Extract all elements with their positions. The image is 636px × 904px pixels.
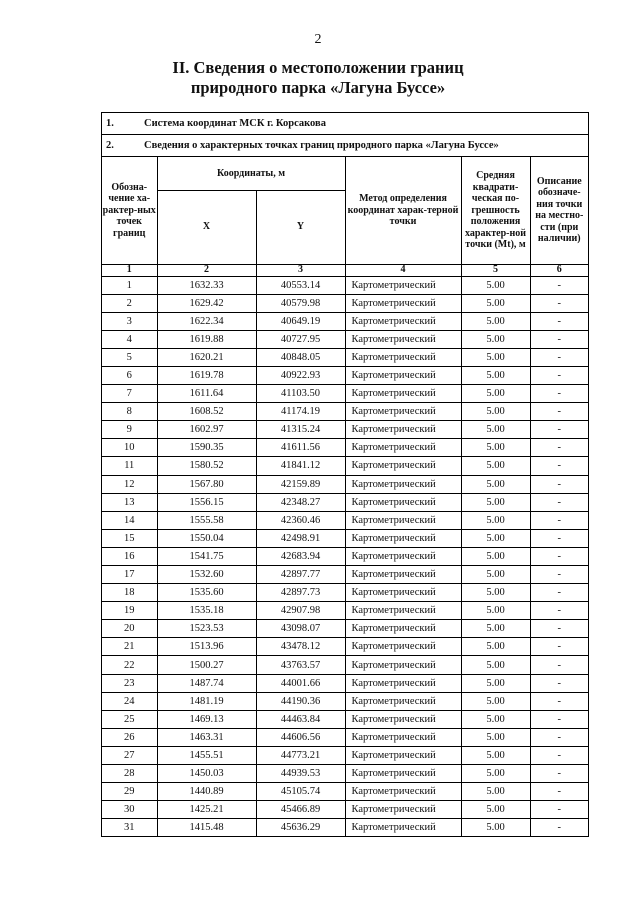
x-cell: 1555.58: [157, 511, 256, 529]
error-cell: 5.00: [461, 312, 530, 330]
desc-cell: -: [530, 457, 588, 475]
y-cell: 41174.19: [256, 403, 345, 421]
method-cell: Картометрический: [345, 584, 461, 602]
point-number-cell: 13: [102, 493, 157, 511]
table-row: [102, 692, 588, 710]
x-cell: 1622.34: [157, 312, 256, 330]
header-desc: Описание обозначе-ния точки на местно-сти (при наличии): [530, 157, 588, 264]
desc-cell: -: [530, 439, 588, 457]
error-cell: 5.00: [461, 529, 530, 547]
column-number-row: [102, 264, 588, 276]
y-cell: 42360.46: [256, 511, 345, 529]
header-coords: Координаты, м: [157, 157, 345, 190]
y-cell: 45466.89: [256, 801, 345, 819]
method-cell: Картометрический: [345, 566, 461, 584]
table-row: [102, 783, 588, 801]
point-number-cell: 25: [102, 710, 157, 728]
point-number-cell: 18: [102, 584, 157, 602]
point-number-cell: 30: [102, 801, 157, 819]
section-1-number: 1.: [106, 118, 114, 129]
section-1-row: [102, 113, 588, 135]
table-row: [102, 385, 588, 403]
x-cell: 1415.48: [157, 819, 256, 837]
table-row: [102, 819, 588, 837]
x-cell: 1590.35: [157, 439, 256, 457]
y-cell: 44463.84: [256, 710, 345, 728]
desc-cell: -: [530, 656, 588, 674]
y-cell: 41103.50: [256, 385, 345, 403]
x-cell: 1455.51: [157, 746, 256, 764]
error-cell: 5.00: [461, 366, 530, 384]
table-row: [102, 728, 588, 746]
point-number-cell: 3: [102, 312, 157, 330]
error-cell: 5.00: [461, 819, 530, 837]
title-line-2: природного парка «Лагуна Буссе»: [190, 78, 446, 97]
table-row: [102, 330, 588, 348]
method-cell: Картометрический: [345, 366, 461, 384]
error-cell: 5.00: [461, 710, 530, 728]
page-title: [0, 58, 636, 98]
point-number-cell: 6: [102, 366, 157, 384]
table-row: [102, 439, 588, 457]
table-row: [102, 710, 588, 728]
method-cell: Картометрический: [345, 728, 461, 746]
table-row: [102, 602, 588, 620]
desc-cell: -: [530, 674, 588, 692]
table-row: [102, 511, 588, 529]
error-cell: 5.00: [461, 475, 530, 493]
table-row: [102, 294, 588, 312]
y-cell: 42498.91: [256, 529, 345, 547]
desc-cell: -: [530, 385, 588, 403]
column-number: 4: [345, 264, 461, 276]
method-cell: Картометрический: [345, 493, 461, 511]
desc-cell: -: [530, 620, 588, 638]
method-cell: Картометрический: [345, 547, 461, 565]
error-cell: 5.00: [461, 728, 530, 746]
y-cell: 40848.05: [256, 348, 345, 366]
point-number-cell: 28: [102, 765, 157, 783]
point-number-cell: 17: [102, 566, 157, 584]
table-row: [102, 276, 588, 294]
error-cell: 5.00: [461, 602, 530, 620]
x-cell: 1550.04: [157, 529, 256, 547]
method-cell: Картометрический: [345, 710, 461, 728]
table-row: [102, 566, 588, 584]
desc-cell: -: [530, 746, 588, 764]
x-cell: 1611.64: [157, 385, 256, 403]
x-cell: 1481.19: [157, 692, 256, 710]
point-number-cell: 10: [102, 439, 157, 457]
desc-cell: -: [530, 493, 588, 511]
title-line-1: II. Сведения о местоположении границ: [172, 58, 464, 77]
desc-cell: -: [530, 312, 588, 330]
table-row: [102, 584, 588, 602]
x-cell: 1556.15: [157, 493, 256, 511]
column-number: 2: [157, 264, 256, 276]
method-cell: Картометрический: [345, 692, 461, 710]
desc-cell: -: [530, 366, 588, 384]
error-cell: 5.00: [461, 783, 530, 801]
desc-cell: -: [530, 638, 588, 656]
point-number-cell: 7: [102, 385, 157, 403]
table-row: [102, 421, 588, 439]
error-cell: 5.00: [461, 620, 530, 638]
method-cell: Картометрический: [345, 783, 461, 801]
error-cell: 5.00: [461, 547, 530, 565]
method-cell: Картометрический: [345, 602, 461, 620]
y-cell: 44773.21: [256, 746, 345, 764]
desc-cell: -: [530, 276, 588, 294]
point-number-cell: 22: [102, 656, 157, 674]
error-cell: 5.00: [461, 385, 530, 403]
method-cell: Картометрический: [345, 276, 461, 294]
error-cell: 5.00: [461, 439, 530, 457]
column-number: 1: [102, 264, 157, 276]
error-cell: 5.00: [461, 801, 530, 819]
point-number-cell: 29: [102, 783, 157, 801]
x-cell: 1535.18: [157, 602, 256, 620]
x-cell: 1425.21: [157, 801, 256, 819]
desc-cell: -: [530, 728, 588, 746]
column-number: 5: [461, 264, 530, 276]
error-cell: 5.00: [461, 276, 530, 294]
table-row: [102, 656, 588, 674]
column-number: 6: [530, 264, 588, 276]
y-cell: 41841.12: [256, 457, 345, 475]
y-cell: 40553.14: [256, 276, 345, 294]
header-error: Средняя квадрати-ческая по-грешность положения характер-ной точки (Mt), м: [461, 157, 530, 264]
x-cell: 1469.13: [157, 710, 256, 728]
y-cell: 43098.07: [256, 620, 345, 638]
method-cell: Картометрический: [345, 330, 461, 348]
x-cell: 1602.97: [157, 421, 256, 439]
point-number-cell: 9: [102, 421, 157, 439]
x-cell: 1629.42: [157, 294, 256, 312]
section-1-text: Система координат МСК г. Корсакова: [144, 118, 326, 129]
method-cell: Картометрический: [345, 801, 461, 819]
desc-cell: -: [530, 421, 588, 439]
table-row: [102, 312, 588, 330]
error-cell: 5.00: [461, 511, 530, 529]
error-cell: 5.00: [461, 765, 530, 783]
x-cell: 1619.78: [157, 366, 256, 384]
error-cell: 5.00: [461, 692, 530, 710]
header-x: X: [157, 190, 256, 264]
method-cell: Картометрический: [345, 294, 461, 312]
desc-cell: -: [530, 710, 588, 728]
section-2-number: 2.: [106, 140, 114, 151]
method-cell: Картометрический: [345, 620, 461, 638]
y-cell: 42159.89: [256, 475, 345, 493]
x-cell: 1567.80: [157, 475, 256, 493]
point-number-cell: 24: [102, 692, 157, 710]
method-cell: Картометрический: [345, 674, 461, 692]
desc-cell: -: [530, 765, 588, 783]
header-y: Y: [256, 190, 345, 264]
column-number: 3: [256, 264, 345, 276]
desc-cell: -: [530, 602, 588, 620]
x-cell: 1513.96: [157, 638, 256, 656]
desc-cell: -: [530, 475, 588, 493]
desc-cell: -: [530, 511, 588, 529]
table-row: [102, 403, 588, 421]
desc-cell: -: [530, 783, 588, 801]
method-cell: Картометрический: [345, 656, 461, 674]
desc-cell: -: [530, 330, 588, 348]
page-number: 2: [314, 32, 322, 47]
y-cell: 41315.24: [256, 421, 345, 439]
y-cell: 43478.12: [256, 638, 345, 656]
method-cell: Картометрический: [345, 403, 461, 421]
y-cell: 40579.98: [256, 294, 345, 312]
error-cell: 5.00: [461, 746, 530, 764]
method-cell: Картометрический: [345, 511, 461, 529]
table-row: [102, 801, 588, 819]
coordinates-table-frame: [101, 112, 589, 837]
error-cell: 5.00: [461, 403, 530, 421]
method-cell: Картометрический: [345, 475, 461, 493]
error-cell: 5.00: [461, 348, 530, 366]
table-row: [102, 366, 588, 384]
table-row: [102, 620, 588, 638]
method-cell: Картометрический: [345, 439, 461, 457]
y-cell: 41611.56: [256, 439, 345, 457]
x-cell: 1500.27: [157, 656, 256, 674]
desc-cell: -: [530, 547, 588, 565]
method-cell: Картометрический: [345, 529, 461, 547]
point-number-cell: 2: [102, 294, 157, 312]
error-cell: 5.00: [461, 294, 530, 312]
method-cell: Картометрический: [345, 457, 461, 475]
error-cell: 5.00: [461, 421, 530, 439]
error-cell: 5.00: [461, 330, 530, 348]
error-cell: 5.00: [461, 584, 530, 602]
point-number-cell: 4: [102, 330, 157, 348]
error-cell: 5.00: [461, 674, 530, 692]
table-row: [102, 746, 588, 764]
x-cell: 1487.74: [157, 674, 256, 692]
table-row: [102, 547, 588, 565]
x-cell: 1541.75: [157, 547, 256, 565]
error-cell: 5.00: [461, 493, 530, 511]
y-cell: 42907.98: [256, 602, 345, 620]
y-cell: 40649.19: [256, 312, 345, 330]
section-2-row: [102, 135, 588, 157]
table-row: [102, 475, 588, 493]
error-cell: 5.00: [461, 656, 530, 674]
table-row: [102, 674, 588, 692]
error-cell: 5.00: [461, 566, 530, 584]
header-method: Метод определения координат харак-терной точки: [345, 157, 461, 264]
table-row: [102, 457, 588, 475]
y-cell: 44606.56: [256, 728, 345, 746]
y-cell: 44939.53: [256, 765, 345, 783]
point-number-cell: 27: [102, 746, 157, 764]
x-cell: 1608.52: [157, 403, 256, 421]
point-number-cell: 26: [102, 728, 157, 746]
x-cell: 1619.88: [157, 330, 256, 348]
point-number-cell: 1: [102, 276, 157, 294]
point-number-cell: 19: [102, 602, 157, 620]
y-cell: 44190.36: [256, 692, 345, 710]
error-cell: 5.00: [461, 638, 530, 656]
desc-cell: -: [530, 584, 588, 602]
method-cell: Картометрический: [345, 765, 461, 783]
y-cell: 45105.74: [256, 783, 345, 801]
desc-cell: -: [530, 819, 588, 837]
x-cell: 1632.33: [157, 276, 256, 294]
table-row: [102, 493, 588, 511]
point-number-cell: 16: [102, 547, 157, 565]
method-cell: Картометрический: [345, 819, 461, 837]
y-cell: 42897.73: [256, 584, 345, 602]
y-cell: 43763.57: [256, 656, 345, 674]
point-number-cell: 8: [102, 403, 157, 421]
method-cell: Картометрический: [345, 638, 461, 656]
section-2-text: Сведения о характерных точках границ природного парка «Лагуна Буссе»: [144, 140, 499, 151]
y-cell: 45636.29: [256, 819, 345, 837]
table-row: [102, 529, 588, 547]
point-number-cell: 14: [102, 511, 157, 529]
y-cell: 40727.95: [256, 330, 345, 348]
desc-cell: -: [530, 529, 588, 547]
x-cell: 1463.31: [157, 728, 256, 746]
desc-cell: -: [530, 692, 588, 710]
desc-cell: -: [530, 348, 588, 366]
method-cell: Картометрический: [345, 385, 461, 403]
table-row: [102, 638, 588, 656]
point-number-cell: 31: [102, 819, 157, 837]
point-number-cell: 11: [102, 457, 157, 475]
method-cell: Картометрический: [345, 312, 461, 330]
table-row: [102, 765, 588, 783]
x-cell: 1580.52: [157, 457, 256, 475]
x-cell: 1532.60: [157, 566, 256, 584]
table-row: [102, 348, 588, 366]
desc-cell: -: [530, 801, 588, 819]
coordinates-table: [102, 157, 588, 837]
point-number-cell: 21: [102, 638, 157, 656]
x-cell: 1535.60: [157, 584, 256, 602]
point-number-cell: 5: [102, 348, 157, 366]
table-body: [102, 276, 588, 837]
method-cell: Картометрический: [345, 348, 461, 366]
y-cell: 42683.94: [256, 547, 345, 565]
point-number-cell: 15: [102, 529, 157, 547]
x-cell: 1440.89: [157, 783, 256, 801]
y-cell: 42348.27: [256, 493, 345, 511]
x-cell: 1523.53: [157, 620, 256, 638]
y-cell: 42897.77: [256, 566, 345, 584]
header-point: Обозна-чение ха-рактер-ных точек границ: [102, 157, 157, 264]
x-cell: 1450.03: [157, 765, 256, 783]
desc-cell: -: [530, 403, 588, 421]
desc-cell: -: [530, 566, 588, 584]
method-cell: Картометрический: [345, 746, 461, 764]
error-cell: 5.00: [461, 457, 530, 475]
point-number-cell: 20: [102, 620, 157, 638]
y-cell: 40922.93: [256, 366, 345, 384]
point-number-cell: 23: [102, 674, 157, 692]
point-number-cell: 12: [102, 475, 157, 493]
desc-cell: -: [530, 294, 588, 312]
x-cell: 1620.21: [157, 348, 256, 366]
y-cell: 44001.66: [256, 674, 345, 692]
method-cell: Картометрический: [345, 421, 461, 439]
